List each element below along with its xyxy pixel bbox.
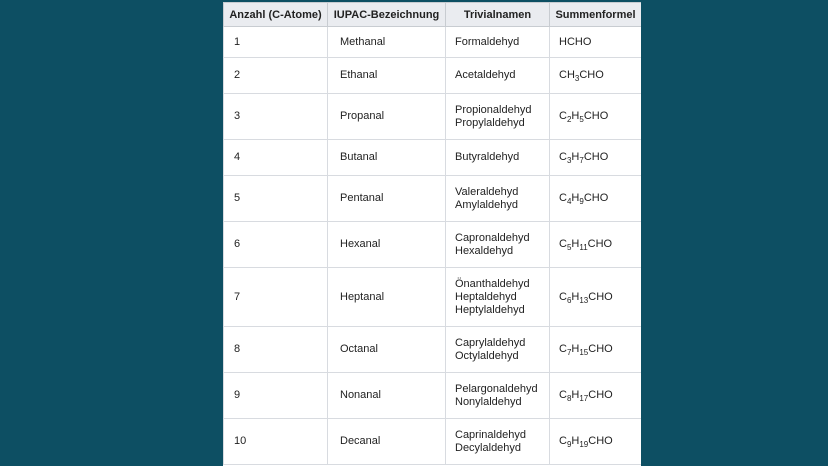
formula-cell bbox=[550, 176, 642, 222]
formula-part: CHO bbox=[583, 151, 609, 163]
iupac-name-cell: Ethanal bbox=[328, 58, 446, 94]
table-row bbox=[224, 27, 642, 58]
formula-part: H bbox=[571, 389, 580, 401]
trivial-names-cell bbox=[446, 327, 550, 373]
formula-part: C bbox=[559, 192, 567, 204]
formula-part: C bbox=[559, 290, 567, 303]
iupac-name-cell: Methanal bbox=[328, 27, 446, 58]
formula-part: CHO bbox=[588, 343, 613, 355]
trivial-name: Önanthaldehyd bbox=[455, 277, 530, 290]
formula-part: CHO bbox=[587, 238, 613, 250]
trivial-names-cell bbox=[446, 27, 550, 58]
formula-cell bbox=[550, 419, 642, 465]
formula-part: CHO bbox=[583, 110, 609, 122]
header-iupac-name: IUPAC-Bezeichnung bbox=[328, 3, 446, 27]
trivial-names-cell bbox=[446, 176, 550, 222]
formula-subscript: 11 bbox=[579, 243, 588, 252]
table-frame bbox=[223, 2, 641, 466]
trivial-name: Valeraldehyd bbox=[455, 185, 519, 198]
formula-subscript: 15 bbox=[579, 348, 589, 357]
trivial-names-cell bbox=[446, 222, 550, 268]
iupac-name-cell: Heptanal bbox=[328, 268, 446, 327]
carbon-count-cell: 6 bbox=[224, 222, 328, 268]
formula-cell bbox=[550, 27, 642, 58]
trivial-name: Caprinaldehyd bbox=[455, 428, 526, 441]
formula-subscript: 9 bbox=[566, 440, 572, 449]
formula-part: C bbox=[559, 343, 567, 355]
formula-subscript: 7 bbox=[579, 156, 584, 165]
header-trivial-names: Trivialnamen bbox=[446, 3, 550, 27]
formula-cell bbox=[550, 140, 642, 176]
formula-part: H bbox=[571, 110, 580, 122]
formula-part: CHO bbox=[588, 290, 613, 303]
table-row bbox=[224, 327, 642, 373]
iupac-name-cell: Octanal bbox=[328, 327, 446, 373]
formula-part: CHO bbox=[583, 192, 609, 204]
carbon-count-cell: 1 bbox=[224, 27, 328, 58]
iupac-name-cell: Butanal bbox=[328, 140, 446, 176]
formula-part: C bbox=[559, 389, 567, 401]
formula-part: CH bbox=[559, 69, 575, 81]
table-row bbox=[224, 94, 642, 140]
header-row bbox=[224, 3, 642, 27]
formula-cell bbox=[550, 58, 642, 94]
trivial-name: Acetaldehyd bbox=[455, 69, 516, 81]
formula-subscript: 3 bbox=[574, 74, 580, 83]
trivial-name: Hexaldehyd bbox=[455, 244, 514, 257]
trivial-name: Nonylaldehyd bbox=[455, 395, 522, 408]
carbon-count-cell: 5 bbox=[224, 176, 328, 222]
formula-subscript: 5 bbox=[566, 243, 572, 252]
table-row bbox=[224, 140, 642, 176]
iupac-name-cell: Propanal bbox=[328, 94, 446, 140]
formula-subscript: 8 bbox=[566, 394, 572, 403]
formula-subscript: 13 bbox=[579, 295, 589, 305]
formula-cell bbox=[550, 373, 642, 419]
trivial-names-cell bbox=[446, 419, 550, 465]
formula-subscript: 9 bbox=[579, 197, 584, 206]
formula-cell bbox=[550, 327, 642, 373]
formula-part: C bbox=[559, 238, 567, 250]
formula-subscript: 4 bbox=[566, 197, 572, 206]
carbon-count-cell: 7 bbox=[224, 268, 328, 327]
formula-subscript: 2 bbox=[566, 115, 572, 124]
trivial-name: Heptylaldehyd bbox=[455, 303, 525, 316]
table-row bbox=[224, 419, 642, 465]
trivial-names-cell bbox=[446, 268, 550, 327]
trivial-name: Octylaldehyd bbox=[455, 349, 519, 362]
formula-subscript: 6 bbox=[566, 295, 572, 305]
formula-part: H bbox=[571, 151, 580, 163]
header-formula: Summenformel bbox=[550, 3, 642, 27]
carbon-count-cell: 9 bbox=[224, 373, 328, 419]
trivial-names-cell bbox=[446, 373, 550, 419]
trivial-name: Amylaldehyd bbox=[455, 198, 518, 211]
trivial-name: Caprylaldehyd bbox=[455, 336, 526, 349]
carbon-count-cell: 4 bbox=[224, 140, 328, 176]
formula-part: CHO bbox=[579, 69, 604, 81]
formula-part: CHO bbox=[588, 389, 613, 401]
carbon-count-cell: 10 bbox=[224, 419, 328, 465]
table-row bbox=[224, 176, 642, 222]
trivial-name: Formaldehyd bbox=[455, 35, 520, 48]
trivial-name: Propylaldehyd bbox=[455, 116, 525, 129]
table-row bbox=[224, 268, 642, 327]
formula-part: H bbox=[571, 192, 580, 204]
table-row bbox=[224, 373, 642, 419]
carbon-count-cell: 8 bbox=[224, 327, 328, 373]
trivial-name: Propionaldehyd bbox=[455, 103, 532, 116]
trivial-names-cell bbox=[446, 58, 550, 94]
carbon-count-cell: 3 bbox=[224, 94, 328, 140]
trivial-name: Decylaldehyd bbox=[455, 441, 522, 454]
iupac-name-cell: Hexanal bbox=[328, 222, 446, 268]
iupac-name-cell: Pentanal bbox=[328, 176, 446, 222]
trivial-names-cell bbox=[446, 140, 550, 176]
formula-part: C bbox=[559, 435, 567, 447]
formula-part: HCHO bbox=[559, 35, 592, 48]
formula-part: C bbox=[559, 151, 567, 163]
formula-cell bbox=[550, 268, 642, 327]
table-row bbox=[224, 222, 642, 268]
aldehyde-table bbox=[223, 2, 641, 465]
formula-part: H bbox=[571, 343, 580, 355]
formula-subscript: 5 bbox=[579, 115, 584, 124]
table-body bbox=[224, 27, 642, 465]
table-row bbox=[224, 58, 642, 94]
formula-cell bbox=[550, 94, 642, 140]
formula-subscript: 3 bbox=[566, 156, 572, 165]
formula-part: CHO bbox=[588, 435, 613, 447]
iupac-name-cell: Nonanal bbox=[328, 373, 446, 419]
formula-subscript: 19 bbox=[579, 440, 589, 449]
formula-cell bbox=[550, 222, 642, 268]
formula-part: H bbox=[571, 238, 580, 250]
header-carbon-count: Anzahl (C-Atome) bbox=[224, 3, 328, 27]
trivial-name: Capronaldehyd bbox=[455, 231, 530, 244]
formula-part: C bbox=[559, 110, 567, 122]
formula-part: H bbox=[571, 435, 580, 447]
formula-subscript: 17 bbox=[579, 394, 589, 403]
trivial-name: Butyraldehyd bbox=[455, 151, 520, 163]
formula-subscript: 7 bbox=[566, 348, 572, 357]
iupac-name-cell: Decanal bbox=[328, 419, 446, 465]
trivial-names-cell bbox=[446, 94, 550, 140]
formula-part: H bbox=[571, 290, 580, 303]
carbon-count-cell: 2 bbox=[224, 58, 328, 94]
trivial-name: Pelargonaldehyd bbox=[455, 382, 538, 395]
trivial-name: Heptaldehyd bbox=[455, 290, 517, 303]
table-header bbox=[224, 3, 642, 27]
